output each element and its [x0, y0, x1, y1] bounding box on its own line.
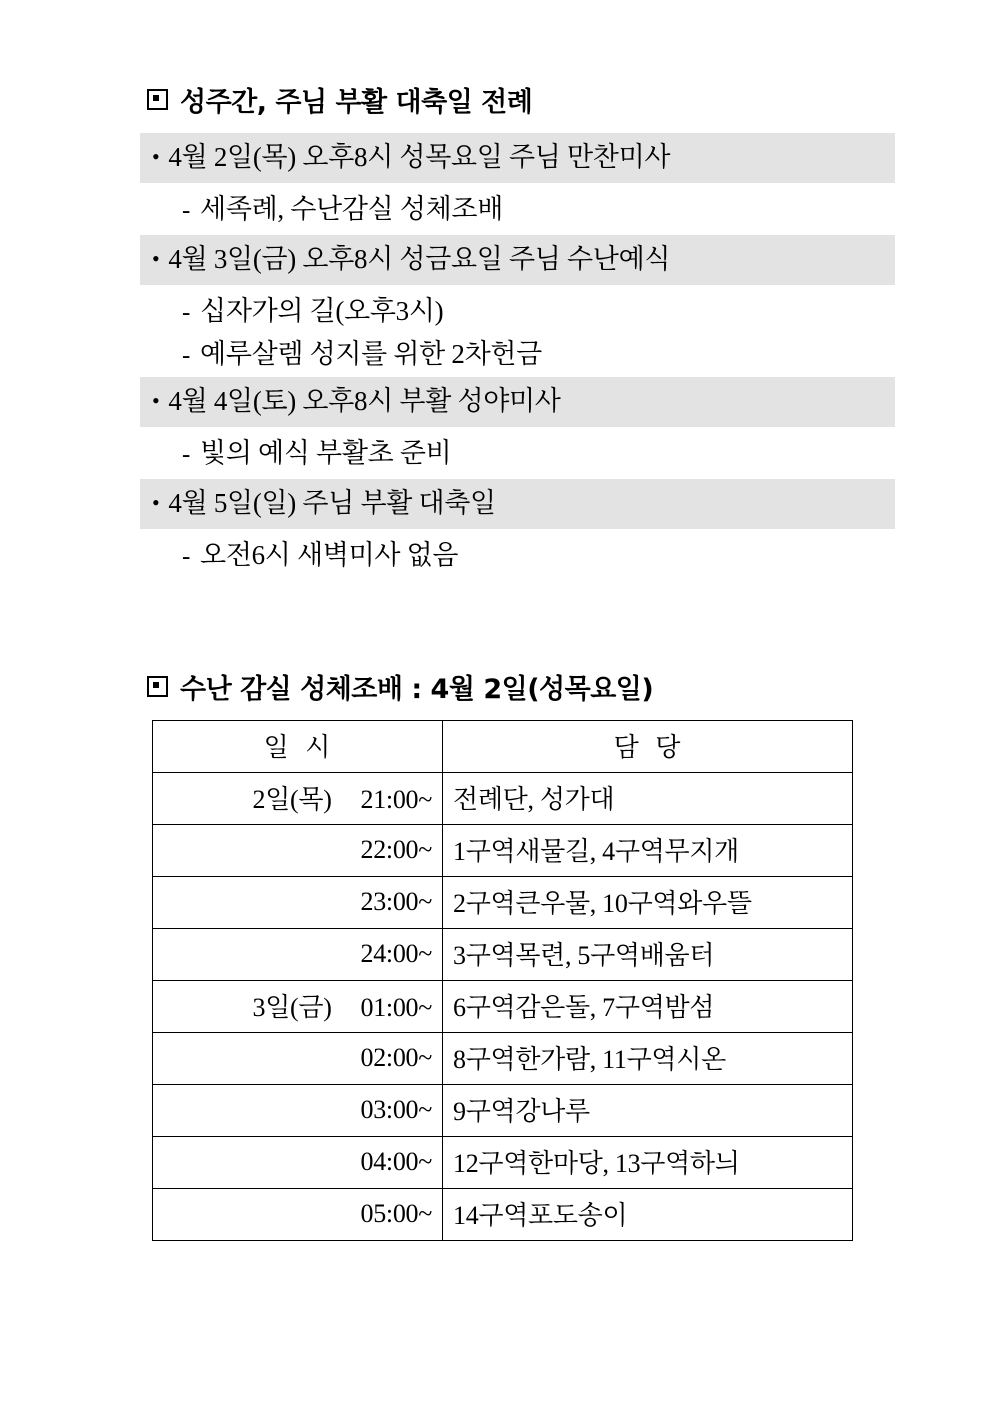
list-item	[140, 377, 895, 427]
bullet-dot-icon: •	[152, 144, 160, 169]
table-row	[153, 1189, 853, 1241]
adoration-schedule-table	[152, 720, 853, 1241]
cell-day: 3일(금)	[252, 993, 332, 1022]
dash-icon: -	[182, 441, 191, 468]
bullet-dot-icon: •	[152, 388, 160, 413]
list-item-label: 오전6시 새벽미사 없음	[200, 540, 459, 570]
cell-datetime	[153, 825, 443, 877]
table-row	[153, 1137, 853, 1189]
cell-team: 3구역목련, 5구역배움터	[443, 929, 853, 981]
cell-datetime	[153, 773, 443, 825]
liturgy-list	[140, 133, 882, 581]
cell-time: 05:00~	[360, 1198, 432, 1228]
cell-datetime	[153, 981, 443, 1033]
adoration-heading-text: 수난 감실 성체조배 : 4월 2일(성목요일)	[180, 674, 654, 705]
cell-datetime	[153, 1137, 443, 1189]
list-item	[140, 479, 895, 529]
cell-time: 03:00~	[360, 1094, 432, 1124]
dash-icon: -	[182, 342, 191, 369]
list-item-label: 세족례, 수난감실 성체조배	[200, 194, 503, 224]
list-item-label: 예루살렘 성지를 위한 2차헌금	[200, 339, 542, 369]
cell-time: 04:00~	[360, 1146, 432, 1176]
list-item	[140, 337, 882, 377]
cell-day: 2일(목)	[252, 785, 332, 814]
cell-datetime	[153, 877, 443, 929]
table-row	[153, 929, 853, 981]
cell-datetime	[153, 1189, 443, 1241]
cell-datetime	[153, 1085, 443, 1137]
table-row	[153, 1033, 853, 1085]
cell-time: 22:00~	[360, 834, 432, 864]
bullet-dot-icon: •	[152, 246, 160, 271]
list-item	[140, 529, 882, 581]
table-header-row	[153, 721, 853, 773]
cell-team: 전례단, 성가대	[443, 773, 853, 825]
cell-time: 02:00~	[360, 1042, 432, 1072]
list-item-label: 빛의 예식 부활초 준비	[200, 438, 452, 468]
list-item-label: 4월 2일(목) 오후8시 성목요일 주님 만찬미사	[168, 142, 671, 172]
adoration-section-heading	[147, 667, 882, 706]
list-item	[140, 285, 882, 337]
column-header-datetime: 일 시	[153, 721, 443, 773]
dash-icon: -	[182, 299, 191, 326]
dash-icon: -	[182, 197, 191, 224]
list-item-label: 4월 3일(금) 오후8시 성금요일 주님 수난예식	[168, 244, 671, 274]
table-row	[153, 1085, 853, 1137]
table-row	[153, 773, 853, 825]
section-spacer	[140, 581, 882, 667]
cell-team: 14구역포도송이	[443, 1189, 853, 1241]
list-item	[140, 133, 895, 183]
list-item-label: 4월 5일(일) 주님 부활 대축일	[168, 488, 496, 518]
filled-square-bullet-icon	[147, 676, 168, 697]
table-row	[153, 981, 853, 1033]
list-item	[140, 235, 895, 285]
column-header-team: 담 당	[443, 721, 853, 773]
cell-time: 21:00~	[360, 785, 432, 814]
filled-square-bullet-icon	[147, 89, 168, 110]
liturgy-section-heading	[147, 80, 882, 119]
cell-team: 9구역강나루	[443, 1085, 853, 1137]
list-item-label: 4월 4일(토) 오후8시 부활 성야미사	[168, 386, 561, 416]
table-row	[153, 877, 853, 929]
cell-team: 8구역한가람, 11구역시온	[443, 1033, 853, 1085]
dash-icon: -	[182, 543, 191, 570]
cell-time: 24:00~	[360, 938, 432, 968]
cell-team: 12구역한마당, 13구역하늬	[443, 1137, 853, 1189]
cell-time: 01:00~	[360, 993, 432, 1022]
cell-datetime	[153, 1033, 443, 1085]
cell-team: 1구역새물길, 4구역무지개	[443, 825, 853, 877]
list-item-label: 십자가의 길(오후3시)	[200, 296, 444, 326]
cell-team: 6구역감은돌, 7구역밤섬	[443, 981, 853, 1033]
list-item	[140, 427, 882, 479]
list-item	[140, 183, 882, 235]
cell-team: 2구역큰우물, 10구역와우뜰	[443, 877, 853, 929]
cell-datetime	[153, 929, 443, 981]
table-row	[153, 825, 853, 877]
cell-time: 23:00~	[360, 886, 432, 916]
bullet-dot-icon: •	[152, 490, 160, 515]
liturgy-heading-text: 성주간, 주님 부활 대축일 전례	[180, 87, 533, 118]
